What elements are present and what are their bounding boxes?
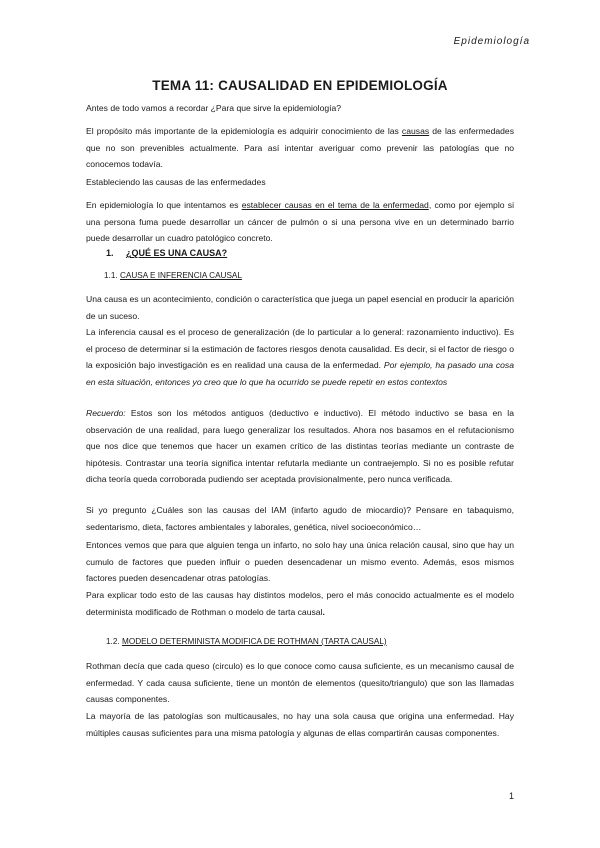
rothman-paragraph: Rothman decía que cada queso (circulo) es lo que conoce como causa suficiente, es un mecanismo causal de enfermedad. Y cada causa suficiente, tiene un montón de elementos (quesito/triangulo) que son las llamadas causas componentes.	[86, 661, 514, 705]
section-number: 1.	[106, 248, 114, 258]
subsection-heading-1-2	[106, 637, 387, 646]
methods-paragraph	[86, 405, 514, 488]
text-run: de las enfermedades que no son prevenibles actualmente. Para así intentar averiguar como prevenir las patologías que no conocemos todavía.	[86, 126, 514, 170]
italic-lead: Recuerdo:	[86, 408, 126, 418]
text-run: En epidemiología lo que intentamos es	[86, 200, 242, 210]
underlined-term: causas	[401, 126, 430, 136]
text-run: .	[322, 606, 325, 617]
section-title: ¿QUÉ ES UNA CAUSA?	[126, 248, 228, 258]
intro-paragraph	[86, 123, 514, 173]
text-run: El propósito más importante de la epidemiología es adquirir conocimiento de las	[86, 126, 402, 136]
subsection-title: CAUSA E INFERENCIA CAUSAL	[120, 271, 242, 280]
italic-example: Por ejemplo, ha pasado una cosa en esta situación, entonces yo creo que lo que ha ocurrido se puede repetir en estos contextos	[86, 360, 514, 387]
text-run: La inferencia causal es el proceso de generalización (de lo particular a lo general: razonamiento inductivo). Es el proceso de determinar si la estimación de factores riesgos denota causalidad. Es decir, si el factor de riesgo o la exposición bajo investigación es en realidad una causa de la enfermedad.	[86, 327, 514, 371]
running-header: Epidemiología	[453, 36, 530, 47]
causes-paragraph	[86, 197, 514, 247]
underlined-phrase: establecer causas en el tema de la enfermedad	[241, 200, 429, 210]
models-paragraph	[86, 587, 514, 620]
subsection-heading-1-1	[104, 271, 242, 280]
multicausal-paragraph: La mayoría de las patologías son multicausales, no hay una sola causa que origina una enfermedad. Hay múltiples causas suficientes para una misma patología y algunas de ellas compartirán causas componentes.	[86, 711, 514, 738]
causal-inference-paragraph	[86, 324, 514, 390]
section-heading	[106, 248, 227, 258]
cause-definition-paragraph: Una causa es un acontecimiento, condición o característica que juega un papel esencial en producir la aparición de un suceso.	[86, 294, 514, 321]
intro-subheading: Estableciendo las causas de las enfermedades	[86, 177, 266, 187]
subsection-title: MODELO DETERMINISTA MODIFICA DE ROTHMAN (TARTA CAUSAL)	[122, 637, 387, 646]
subsection-number: 1.2.	[106, 637, 120, 646]
text-run: Para explicar todo esto de las causas hay distintos modelos, pero el más conocido actualmente es el modelo determinista modificado de Rothman o modelo de tarta causal	[86, 590, 514, 617]
infarction-paragraph: Entonces vemos que para que alguien tenga un infarto, no solo hay una única relación causal, sino que hay un cumulo de factores que pueden influir o pueden desencadenar un mismo evento. Además, esos mismos factores pueden desencadenar otras patologías.	[86, 540, 514, 584]
text-run: Estos son los métodos antiguos (deductivo e inductivo). El método inductivo se basa en la observación de una realidad, para luego generalizar los resultados. Ahora nos basamos en el refutacionismo que nos dice que tenemos que hacer un examen crítico de las distintas teorías mediante un contraste de hipótesis. Contrastar una teoría significa intentar refutarla mediante un contraejemplo. Si no es posible refutar dicha teoría queda corroborada pudiendo ser aceptada provisionalmente, pero nunca verificada.	[86, 408, 514, 485]
document-title: TEMA 11: CAUSALIDAD EN EPIDEMIOLOGÍA	[152, 78, 448, 93]
page-number: 1	[508, 791, 514, 801]
subsection-number: 1.1.	[104, 271, 118, 280]
intro-question: Antes de todo vamos a recordar ¿Para que sirve la epidemiología?	[86, 103, 342, 113]
text-run: , como por ejemplo si una persona fuma puede desarrollar un cáncer de pulmón o si una persona vive en un determinado barrio puede desarrollar un cuadro patológico concreto.	[86, 200, 514, 244]
iam-paragraph: Si yo pregunto ¿Cuáles son las causas del IAM (infarto agudo de miocardio)? Pensare en tabaquismo, sedentarismo, dieta, factores ambientales y laborales, genética, nivel socioeconómico…	[86, 505, 514, 532]
